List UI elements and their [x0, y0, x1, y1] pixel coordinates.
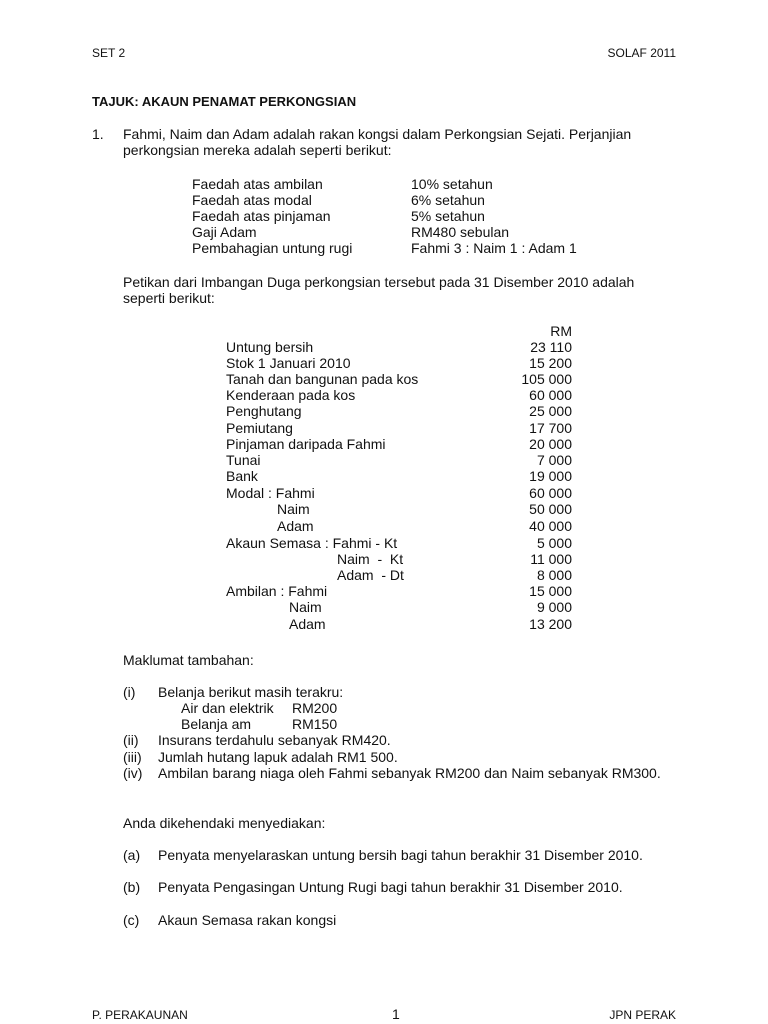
header-left: SET 2 — [92, 46, 126, 60]
term-value: 10% setahun — [411, 176, 493, 192]
additional-text: Belanja berikut masih terakru: — [158, 684, 344, 700]
required-text: Akaun Semasa rakan kongsi — [158, 912, 337, 928]
additional-number: (ii) — [123, 732, 139, 748]
term-value: 6% setahun — [411, 192, 485, 208]
table-row-amount: 17 700 — [529, 420, 572, 436]
additional-number: (i) — [123, 684, 136, 700]
table-row-amount: 5 000 — [536, 535, 572, 551]
header-right: SOLAF 2011 — [607, 46, 676, 60]
table-row-amount: 15 200 — [529, 355, 572, 371]
table-row-label: Adam - Dt — [337, 567, 404, 583]
term-label: Faedah atas pinjaman — [192, 208, 331, 224]
additional-heading: Maklumat tambahan: — [123, 652, 254, 668]
extract-line-2: seperti berikut: — [123, 290, 215, 306]
additional-number: (iv) — [123, 765, 143, 781]
table-row-label: Tanah dan bangunan pada kos — [226, 371, 419, 387]
footer-left: P. PERAKAUNAN — [92, 1008, 188, 1022]
table-row-label: Tunai — [226, 452, 261, 468]
table-row-label: Naim - Kt — [337, 551, 404, 567]
table-row-amount: 11 000 — [530, 551, 572, 567]
table-row-label: Naim — [289, 599, 322, 615]
required-heading: Anda dikehendaki menyediakan: — [123, 815, 326, 831]
table-row-amount: 23 110 — [530, 339, 572, 355]
accrued-item-label: Air dan elektrik — [181, 700, 274, 716]
table-row-label: Stok 1 Januari 2010 — [226, 355, 351, 371]
extract-line-1: Petikan dari Imbangan Duga perkongsian tersebut pada 31 Disember 2010 adalah — [123, 274, 635, 290]
term-value: 5% setahun — [411, 208, 485, 224]
table-row-label: Pinjaman daripada Fahmi — [226, 436, 386, 452]
table-row-amount: 20 000 — [529, 436, 572, 452]
table-row-label: Adam — [277, 518, 314, 534]
table-row-amount: 50 000 — [529, 501, 572, 517]
required-text: Penyata Pengasingan Untung Rugi bagi tahun berakhir 31 Disember 2010. — [158, 879, 623, 895]
accrued-item-label: Belanja am — [181, 716, 252, 732]
accrued-item-value: RM150 — [292, 716, 338, 732]
required-number: (a) — [123, 847, 141, 863]
page-title: TAJUK: AKAUN PENAMAT PERKONGSIAN — [92, 94, 357, 109]
table-row-amount: 15 000 — [529, 583, 572, 599]
table-row-amount: 25 000 — [529, 403, 572, 419]
table-row-label: Akaun Semasa : Fahmi - Kt — [226, 535, 398, 551]
footer-right: JPN PERAK — [609, 1008, 676, 1022]
table-row-label: Kenderaan pada kos — [226, 387, 356, 403]
table-row-amount: 60 000 — [529, 387, 572, 403]
table-row-label: Untung bersih — [226, 339, 314, 355]
page-number: 1 — [392, 1006, 400, 1022]
table-row-label: Modal : Fahmi — [226, 485, 315, 501]
table-row-label: Bank — [226, 468, 258, 484]
intro-line-1: Fahmi, Naim dan Adam adalah rakan kongsi dalam Perkongsian Sejati. Perjanjian — [123, 126, 632, 142]
table-row-amount: 60 000 — [529, 485, 572, 501]
term-value: Fahmi 3 : Naim 1 : Adam 1 — [411, 240, 577, 256]
table-row-amount: 13 200 — [529, 616, 572, 632]
table-row-label: Penghutang — [226, 403, 302, 419]
table-row-label: Ambilan : Fahmi — [226, 583, 328, 599]
term-label: Faedah atas modal — [192, 192, 312, 208]
accrued-item-value: RM200 — [292, 700, 338, 716]
term-value: RM480 sebulan — [411, 224, 510, 240]
term-label: Faedah atas ambilan — [192, 176, 323, 192]
table-row-amount: 105 000 — [521, 371, 572, 387]
table-row-amount: 7 000 — [536, 452, 572, 468]
table-row-label: Naim — [277, 501, 310, 517]
additional-number: (iii) — [123, 749, 142, 765]
additional-text: Insurans terdahulu sebanyak RM420. — [158, 732, 391, 748]
term-label: Pembahagian untung rugi — [192, 240, 353, 256]
currency-header: RM — [550, 323, 572, 339]
intro-line-2: perkongsian mereka adalah seperti berikut: — [123, 142, 392, 158]
required-number: (b) — [123, 879, 141, 895]
table-row-label: Adam — [289, 616, 326, 632]
required-text: Penyata menyelaraskan untung bersih bagi tahun berakhir 31 Disember 2010. — [158, 847, 643, 863]
question-number: 1. — [92, 126, 104, 142]
additional-text: Jumlah hutang lapuk adalah RM1 500. — [158, 749, 398, 765]
term-label: Gaji Adam — [192, 224, 257, 240]
table-row-amount: 8 000 — [536, 567, 572, 583]
table-row-amount: 40 000 — [529, 518, 572, 534]
table-row-amount: 9 000 — [536, 599, 572, 615]
table-row-amount: 19 000 — [529, 468, 572, 484]
required-number: (c) — [123, 912, 140, 928]
table-row-label: Pemiutang — [226, 420, 293, 436]
additional-text: Ambilan barang niaga oleh Fahmi sebanyak RM200 dan Naim sebanyak RM300. — [158, 765, 661, 781]
